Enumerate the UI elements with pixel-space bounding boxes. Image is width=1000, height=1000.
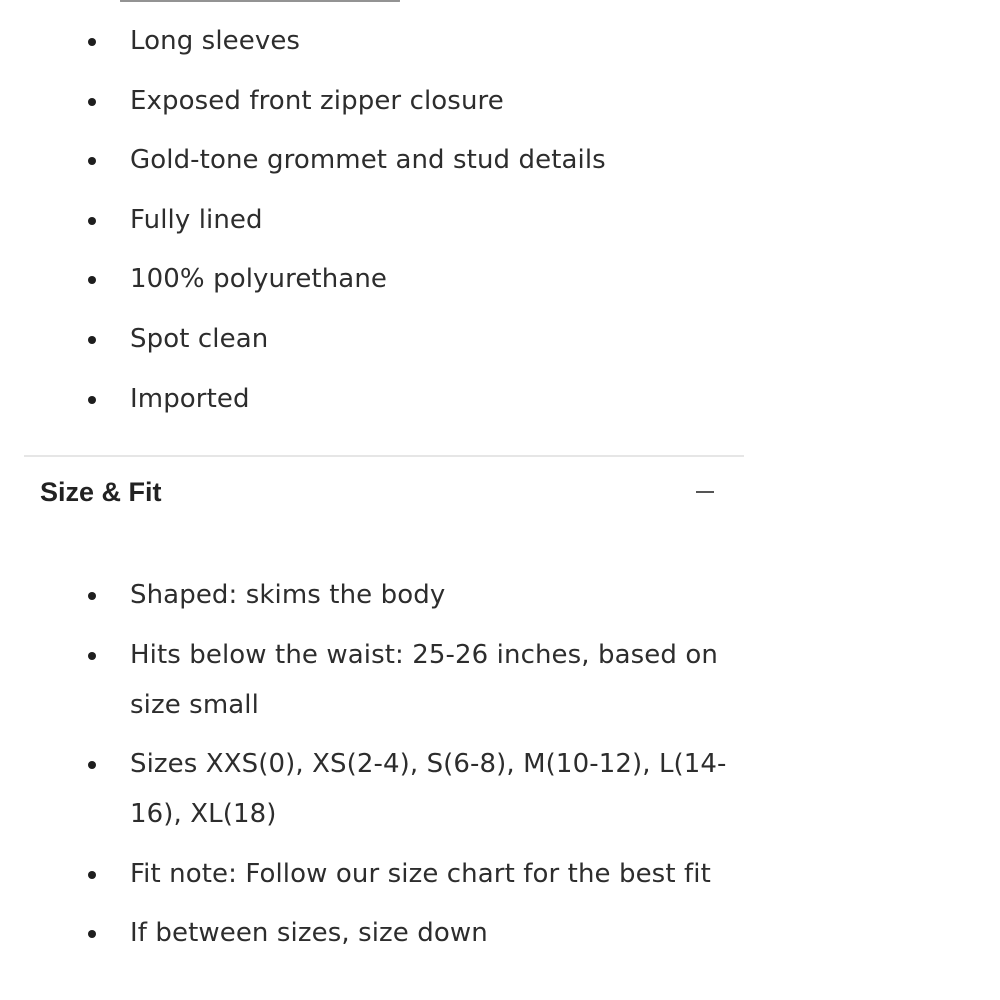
list-item: Sizes XXS(0), XS(2-4), S(6-8), M(10-12), L(14-16), XL(18) <box>0 739 730 839</box>
size-fit-header[interactable] <box>40 470 720 514</box>
list-item: Spot clean <box>0 314 730 364</box>
list-item: Hits below the waist: 25-26 inches, based on size small <box>0 630 730 730</box>
details-list <box>0 16 730 433</box>
list-item: If between sizes, size down <box>0 908 730 958</box>
clipped-heading <box>120 0 420 2</box>
list-item: Fit note: Follow our size chart for the best fit <box>0 849 730 899</box>
collapse-toggle-button[interactable] <box>690 477 720 507</box>
section-title: Size & Fit <box>40 476 162 507</box>
list-item: Gold-tone grommet and stud details <box>0 135 730 185</box>
section-divider <box>24 455 744 457</box>
size-fit-list <box>0 570 730 968</box>
list-item: 100% polyurethane <box>0 254 730 304</box>
list-item: Fully lined <box>0 195 730 245</box>
minus-icon <box>696 491 714 493</box>
list-item: Long sleeves <box>0 16 730 66</box>
list-item: Imported <box>0 374 730 424</box>
list-item: Shaped: skims the body <box>0 570 730 620</box>
list-item: Exposed front zipper closure <box>0 76 730 126</box>
